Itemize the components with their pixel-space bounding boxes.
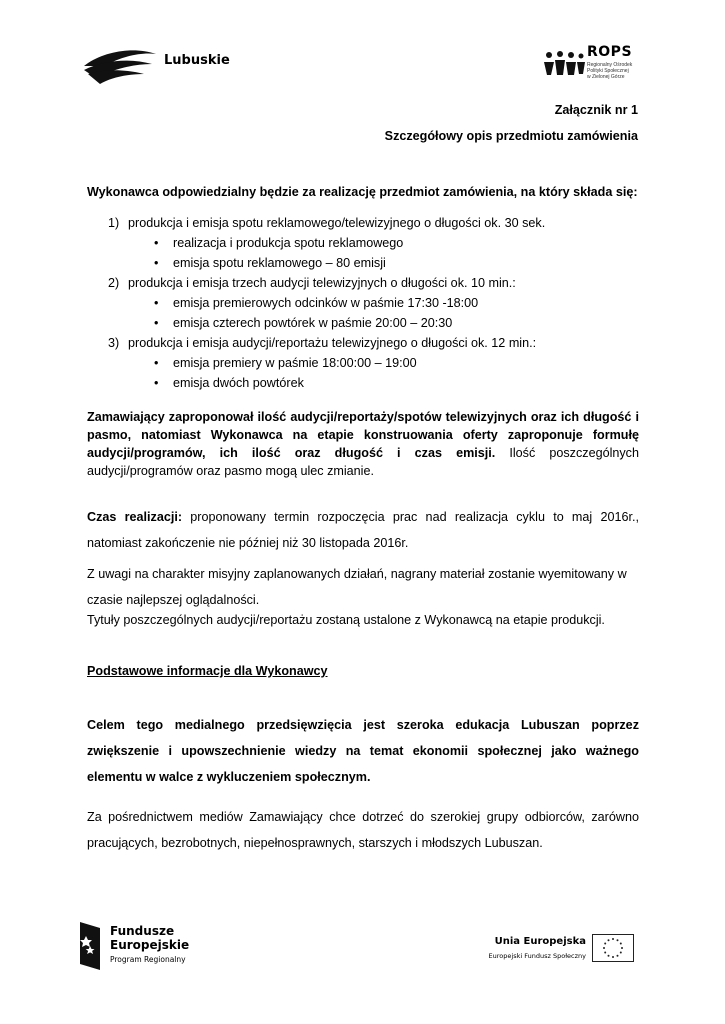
fundusze-europejskie-logo [76, 922, 216, 972]
list-item-number: 1) [108, 216, 120, 230]
bullet-item: • emisja dwóch powtórek [173, 374, 648, 392]
bullet-item: • realizacja i produkcja spotu reklamowego [173, 234, 648, 252]
lubuskie-swoosh-icon [82, 44, 160, 86]
fe-flag-icon [76, 922, 104, 970]
fe-title [110, 924, 189, 952]
bullet-item: • emisja spotu reklamowego – 80 emisji [173, 254, 648, 272]
eu-subtitle: Europejski Fundusz Społeczny [488, 952, 586, 960]
goal-paragraph: Celem tego medialnego przedsięwzięcia jest szeroka edukacja Lubuszan poprzez zwiększenie i upowszechnienie wiedzy na temat ekonomii społecznej jako ważnego elementu w walce z wykluczeniem społecznym. [87, 718, 639, 784]
fe-title-line: Fundusze [110, 924, 175, 938]
timing-paragraph [87, 504, 639, 556]
fe-subtitle: Program Regionalny [110, 955, 186, 964]
list-item [108, 334, 648, 352]
scope-list [108, 214, 648, 392]
attachment-title: Szczegółowy opis przedmiotu zamówienia [384, 129, 638, 143]
intro-text: Wykonawca odpowiedzialny będzie za realizację przedmiot zamówienia, na który składa się: [87, 185, 638, 199]
proposal-bold: Zamawiający zaproponował ilość audycji/reportaży/spotów telewizyjnych oraz ich długość i pasmo, natomiast Wykonawca na etapie konstruowania oferty zaproponuje formułę audycji/programów, ich ilość oraz długość i czas emisji. [87, 410, 639, 460]
proposal-paragraph [87, 408, 639, 480]
mission-paragraph: Z uwagi na charakter misyjny zaplanowanych działań, nagrany materiał zostanie wyemitowany w czasie najlepszej oglądalności. [87, 567, 627, 607]
list-item [108, 274, 648, 292]
attachment-number: Załącznik nr 1 [554, 103, 638, 117]
eu-flag-icon [592, 934, 634, 962]
lubuskie-logo [82, 44, 232, 86]
lubuskie-logo-text: Lubuskie [164, 53, 230, 68]
titles-paragraph: Tytuły poszczególnych audycji/reportażu zostaną ustalone z Wykonawcą na etapie produkcji. [87, 613, 605, 627]
list-item-text: produkcja i emisja spotu reklamowego/telewizyjnego o długości ok. 30 sek. [128, 216, 546, 230]
rops-line: w Zielonej Górze [587, 74, 625, 80]
rops-line: Polityki Społecznej [587, 68, 629, 74]
timing-text: proponowany termin rozpoczęcia prac nad realizacja cyklu to maj 2016r., natomiast zakończenie nie później niż 30 listopada 2016r. [87, 510, 639, 550]
bullet-list [173, 354, 648, 392]
unia-europejska-logo [478, 934, 658, 968]
rops-title: ROPS [587, 44, 633, 60]
list-item-number: 2) [108, 276, 120, 290]
section-heading: Podstawowe informacje dla Wykonawcy [87, 664, 328, 678]
list-item-text: produkcja i emisja audycji/reportażu telewizyjnego o długości ok. 12 min.: [128, 336, 537, 350]
people-figures-icon [543, 50, 585, 76]
bullet-list [173, 234, 648, 272]
bullet-item: • emisja premiery w paśmie 18:00:00 – 19:00 [173, 354, 648, 372]
proposal-normal: Ilość poszczególnych audycji/programów oraz pasmo mogą ulec zmianie. [87, 446, 639, 478]
rops-logo [543, 44, 653, 94]
list-item-number: 3) [108, 336, 120, 350]
rops-subtitle [587, 62, 632, 80]
list-item-text: produkcja i emisja trzech audycji telewizyjnych o długości ok. 10 min.: [128, 276, 516, 290]
eu-title: Unia Europejska [494, 936, 586, 947]
audience-paragraph: Za pośrednictwem mediów Zamawiający chce dotrzeć do szerokiej grupy odbiorców, zarówno pracujących, bezrobotnych, niepełnosprawnych, starszych i młodszych Lubuszan. [87, 810, 639, 850]
rops-line: Regionalny Ośrodek [587, 62, 633, 68]
timing-label: Czas realizacji: [87, 510, 183, 524]
bullet-item: • emisja premierowych odcinków w paśmie 17:30 -18:00 [173, 294, 648, 312]
fe-title-line: Europejskie [110, 938, 190, 952]
bullet-item: • emisja czterech powtórek w paśmie 20:00 – 20:30 [173, 314, 648, 332]
list-item [108, 214, 648, 232]
bullet-list [173, 294, 648, 332]
